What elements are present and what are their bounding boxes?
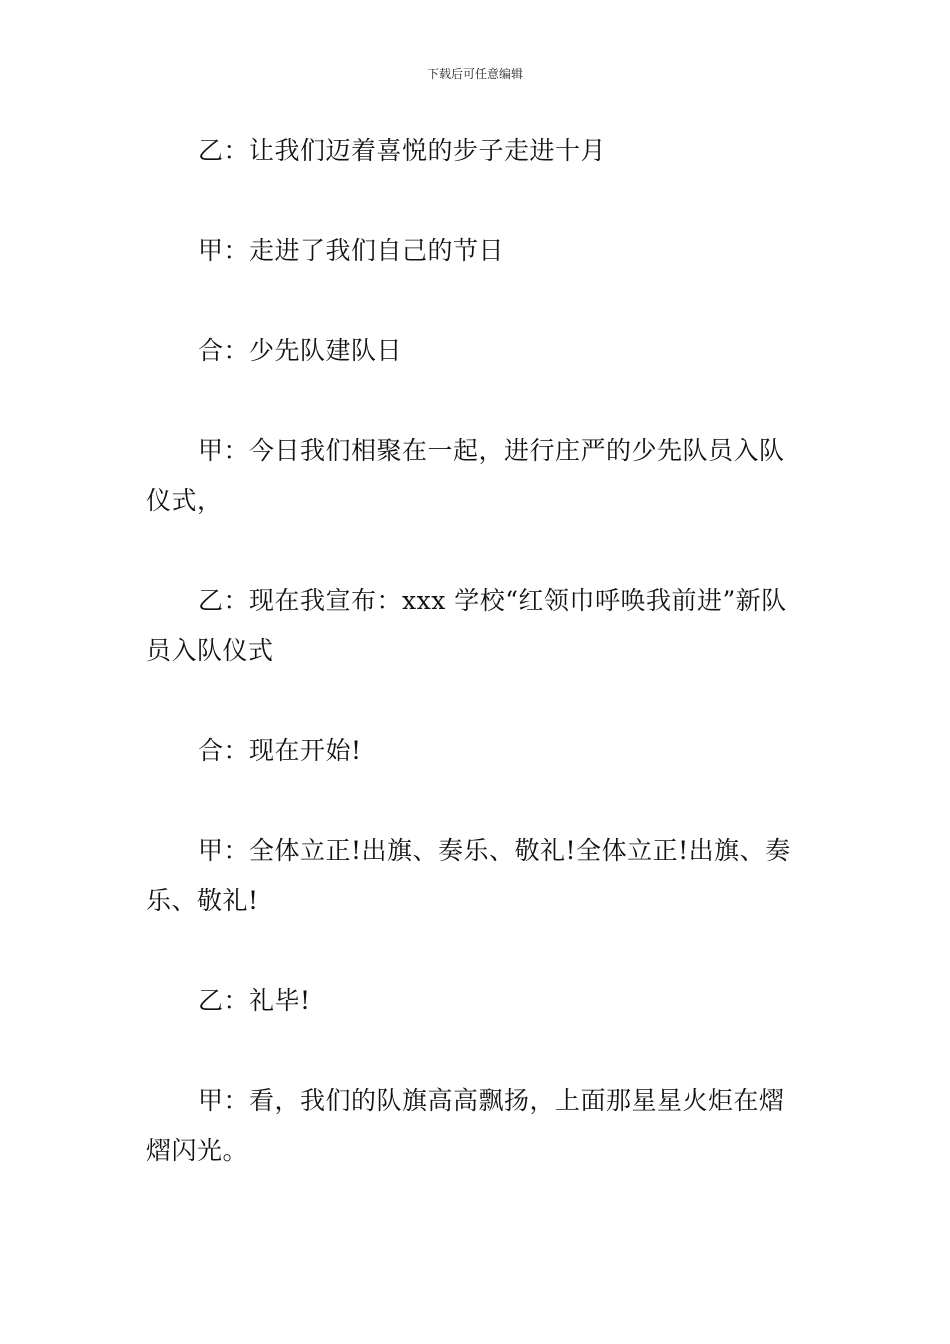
paragraph-2: 甲：走进了我们自己的节日 <box>198 236 505 265</box>
paragraph-5: 乙：现在我宣布：xxx 学校“红领巾呼唤我前进”新队员入队仪式 <box>146 586 787 665</box>
paragraph-4: 甲：今日我们相聚在一起，进行庄严的少先队员入队仪式， <box>146 436 785 515</box>
paragraph-7: 甲：全体立正!出旗、奏乐、敬礼!全体立正!出旗、奏乐、敬礼! <box>146 836 791 915</box>
paragraph-1: 乙：让我们迈着喜悦的步子走进十月 <box>198 136 607 165</box>
document-body <box>146 126 808 1176</box>
paragraph-9: 甲：看，我们的队旗高高飘扬，上面那星星火炬在熠熠闪光。 <box>146 1086 785 1165</box>
page-header-note: 下载后可任意编辑 <box>426 67 523 81</box>
paragraph-8: 乙：礼毕! <box>198 986 311 1015</box>
paragraph-3: 合：少先队建队日 <box>198 336 403 365</box>
paragraph-6: 合：现在开始! <box>198 736 362 765</box>
